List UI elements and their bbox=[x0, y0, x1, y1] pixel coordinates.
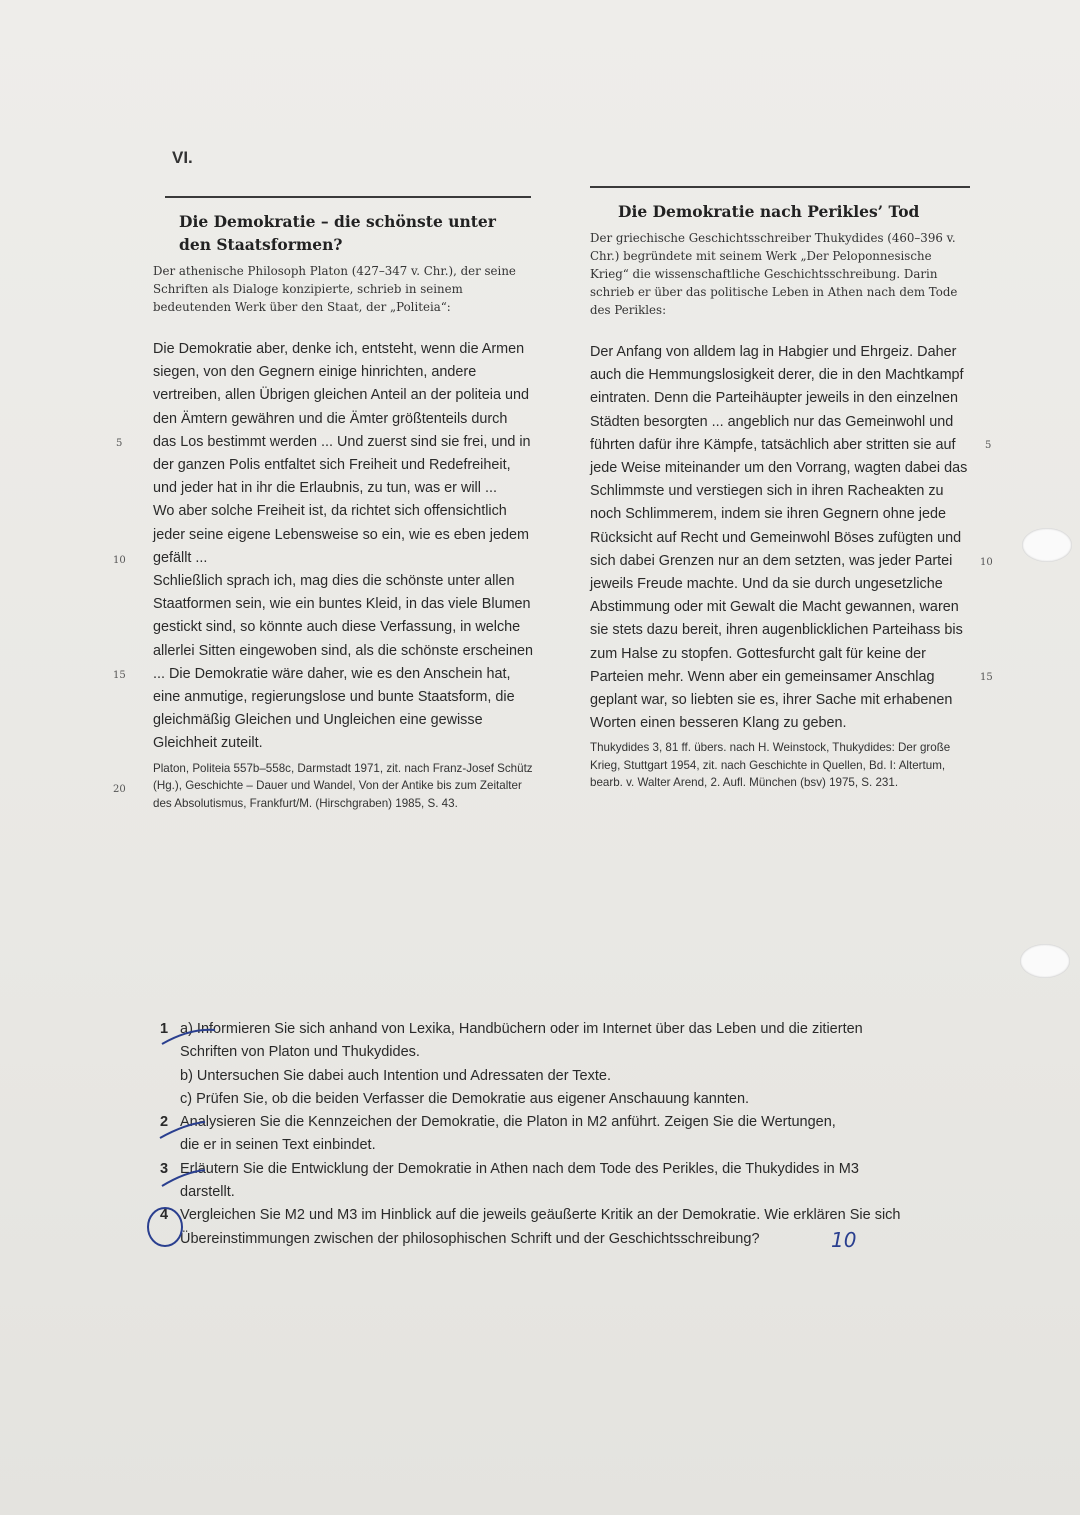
source-m2 bbox=[153, 196, 533, 812]
punch-hole-top bbox=[1022, 528, 1072, 562]
m2-heading: Die Demokratie – die schönste unter den Staatsformen? bbox=[179, 212, 496, 254]
m3-intro: Der griechische Geschichtsschreiber Thukydides (460–396 v. Chr.) begründete mit seinem Werk „Der Peloponnesische Krieg“ die wissenschaftliche Geschichtsschreibung. Darin schrieb er über das politische Leben in Athen nach dem Tode des Perikles: bbox=[590, 231, 958, 317]
task-number: 4 bbox=[160, 1207, 169, 1224]
source-m3 bbox=[590, 186, 970, 792]
heading-rule bbox=[165, 196, 531, 198]
m3-body bbox=[590, 341, 970, 735]
m3-line-number: 5 bbox=[985, 440, 992, 451]
task-line: Schriften von Platon und Thukydides. bbox=[180, 1044, 420, 1061]
heading-rule bbox=[590, 186, 970, 188]
handwritten-mark: 10 bbox=[831, 1228, 857, 1252]
task-line: b) Untersuchen Sie dabei auch Intention und Adressaten der Texte. bbox=[180, 1067, 611, 1084]
m2-paragraph: Schließlich sprach ich, mag dies die schönste unter allen Staatformen sein, wie ein buntes Kleid, in das viele Blumen gestickt sind, so könnte auch diese Verfassung, in welche allerlei Sitten eingewoben sind, als die schönste erscheinen ... Die Demokratie wäre daher, wie es den Anschein hat, eine anmutige, regierungslose und bunte Staatsform, die gleichmäßig Gleichen und Ungleichen eine gewisse Gleichheit zuteilt. bbox=[153, 573, 533, 752]
m3-line-number: 10 bbox=[980, 557, 993, 568]
section-label: VI. bbox=[172, 148, 193, 167]
task-number: 3 bbox=[160, 1160, 169, 1177]
task-number: 2 bbox=[160, 1114, 169, 1131]
punch-hole-bottom bbox=[1020, 944, 1070, 978]
m2-body bbox=[153, 338, 533, 756]
m2-line-number: 20 bbox=[113, 784, 126, 795]
task-line: darstellt. bbox=[180, 1184, 235, 1201]
task-item bbox=[160, 1158, 970, 1205]
task-line: Erläutern Sie die Entwicklung der Demokratie in Athen nach dem Tode des Perikles, die Thukydides in M3 bbox=[180, 1160, 859, 1177]
m3-heading: Die Demokratie nach Perikles’ Tod bbox=[618, 202, 920, 221]
m2-line-number: 5 bbox=[116, 438, 123, 449]
m2-source: Platon, Politeia 557b–558c, Darmstadt 1971, zit. nach Franz-Josef Schütz (Hg.), Geschichte – Dauer und Wandel, Von der Antike bis zum Zeitalter des Absolutismus, Frankfurt/M. (Hirschgraben) 1985, S. 43. bbox=[153, 761, 533, 810]
task-line: c) Prüfen Sie, ob die beiden Verfasser die Demokratie aus eigener Anschauung kannten. bbox=[180, 1090, 750, 1107]
m2-paragraph: Die Demokratie aber, denke ich, entsteht, wenn die Armen siegen, von den Gegnern einige hinrichten, andere vertreiben, allen Übrigen gleichen Anteil an der politeia und den Ämtern gewähren und die Ämter größtenteils durch das Los bestimmt werden ... Und zuerst sind sie frei, und in der ganzen Polis entfaltet sich Freiheit und Redefreiheit, und jeder hat in ihr die Erlaubnis, zu tun, was er will ... bbox=[153, 341, 531, 497]
task-item bbox=[160, 1018, 970, 1111]
task-list bbox=[160, 1018, 970, 1251]
m3-source: Thukydides 3, 81 ff. übers. nach H. Weinstock, Thukydides: Der große Krieg, Stuttgart 1954, zit. nach Geschichte in Quellen, Bd. I: Altertum, bearb. v. Walter Arend, 2. Aufl. München (bsv) 1975, S. 231. bbox=[590, 741, 951, 790]
task-line: die er in seinen Text einbindet. bbox=[180, 1137, 376, 1154]
task-line: Analysieren Sie die Kennzeichen der Demokratie, die Platon in M2 anführt. Zeigen Sie die Wertungen, bbox=[180, 1114, 836, 1131]
m3-paragraph: Der Anfang von alldem lag in Habgier und Ehrgeiz. Daher auch die Hemmungslosigkeit derer, die in den Machtkampf eintraten. Denn die Parteihäupter jeweils in den einzelnen Städten besorgten ... angeblich nur das Gemeinwohl und führten dafür ihre Kämpfe, tatsächlich aber stritten sie auf jede Weise miteinander um den Vorrang, wagten dabei das Schlimmste und verstiegen sich in ihren Racheakten zu noch Schlimmerem, indem sie ihren Gegnern ohne jede Rücksicht auf Recht und Gemeinwohl Böses zufügten und sich dabei Grenzen nur an dem setzten, was jeder Partei jeweils Freude machte. Und da sie durch ungesetzliche Abstimmung oder mit Gewalt die Macht gewannen, waren sie stets dazu bereit, ihren augenblicklichen Parteihass bis zum Halse zu stopfen. Gottesfurcht galt für keine der Parteien mehr. Wenn aber ein gemeinsamer Anschlag geplant war, so liebten sie es, ihrer Sache mit erhabenen Worten einen besseren Klang zu geben. bbox=[590, 344, 968, 732]
task-line: Übereinstimmungen zwischen der philosophischen Schrift und der Geschichtsschreibung? bbox=[180, 1230, 760, 1247]
task-item bbox=[160, 1111, 970, 1158]
m2-intro: Der athenische Philosoph Platon (427–347 v. Chr.), der seine Schriften als Dialoge konzipierte, schrieb in seinem bedeutenden Werk über den Staat, der „Politeia“: bbox=[153, 264, 516, 314]
task-item bbox=[160, 1204, 970, 1251]
task-line: Vergleichen Sie M2 und M3 im Hinblick auf die jeweils geäußerte Kritik an der Demokratie. Wie erklären Sie sich bbox=[180, 1207, 901, 1224]
task-number: 1 bbox=[160, 1021, 169, 1037]
m2-line-number: 15 bbox=[113, 670, 126, 681]
m2-line-number: 10 bbox=[113, 555, 126, 566]
m2-paragraph: Wo aber solche Freiheit ist, da richtet sich offensichtlich jeder seine eigene Lebensweise so ein, wie es eben jedem gefällt ... bbox=[153, 503, 530, 566]
task-line: a) Informieren Sie sich anhand von Lexika, Handbüchern oder im Internet über das Leben und die zitierten bbox=[180, 1021, 863, 1037]
m3-line-number: 15 bbox=[980, 672, 993, 683]
